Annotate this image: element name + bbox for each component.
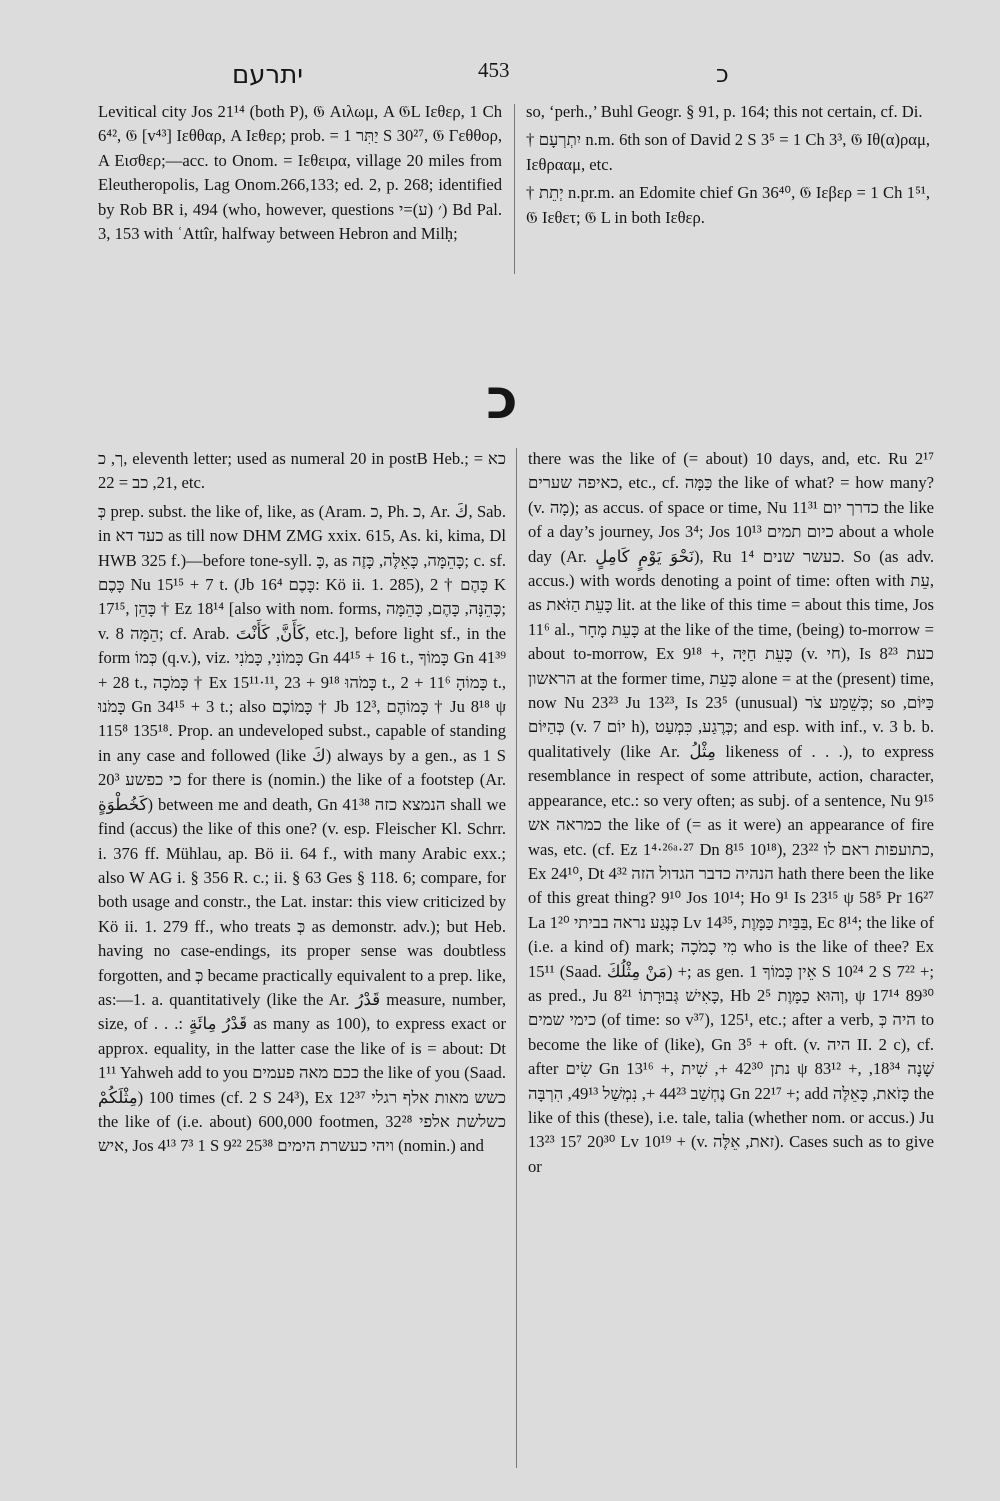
entry-paragraph: so, ‘perh.,’ Buhl Geogr. § 91, p. 164; this not certain, cf. Di. bbox=[526, 102, 923, 121]
top-right-column bbox=[526, 100, 930, 280]
running-head-right-letter: כ bbox=[716, 60, 729, 88]
top-left-column bbox=[98, 100, 502, 272]
page-number: 453 bbox=[478, 58, 510, 82]
running-head bbox=[0, 58, 1000, 92]
entry-paragraph: כְּ prep. subst. the like of, like, as (Aram. כ, Ph. כ, Ar. كَ, Sab. in כעד דא as till now DHM ZMG xxix. 615, As. ki, kima, Dl HWB 325 f.)—before tone-syll. כָּ, as כָּהֵמָּה, כָּאֵלֶּה, כָּזֶה; c. sf. כָּכֶם Nu 15¹⁵ + 7 t. (Jb 16⁴ כָּכֶם: Kö ii. 1. 285), כָּהֶם † 2 K 17¹⁵, כָּהֵן † Ez 18¹⁴ [also with nom. forms, כָּהֵנָּה, כָּהֶם, כָּהֵמָּה; v. הֵמָּה 8; cf. Arab. كَأَنَّ, كَأَنْتَ, etc.], before light sf., in the form כְּמוֹ (q.v.), viz. כָּמוֹנִי, כָּמֹנִי Gn 44¹⁵ + 16 t., כָּמוֹךָ Gn 41³⁹ + 28 t., כָּמֹכָה † Ex 15¹¹·¹¹, כָּמֹהוּ 9¹⁸ + 23 t., כָּמוֹהָ 11⁶ + 2 t., כָּמֹנוּ Gn 34¹⁵ + 3 t.; also כָּמוֹכֶם † Jb 12³, כָּמוֹהֶם † Ju 8¹⁸ ψ 115⁸ 135¹⁸. Prop. an undeveloped subst., capable of standing in any case and followed (like كَ) always by a gen., as 1 S 20³ כי כפשע for there is (nomin.) the like of a footstep (Ar. كَخُطْوَةٍ) between me and death, Gn 41³⁸ הנמצא כזה shall we find (accus) the like of this one? (v. esp. Fleischer Kl. Schrr. i. 376 ff. Mühlau, ap. Bö ii. 64 f., with many Arabic exx.; also W AG i. § 356 R. c.; ii. § 63 Ges § 118. 6; compare, for both usage and constr., the Lat. instar: this view criticized by Kö ii. 1. 279 ff., who treats כְּ as demonstr. adv.); but Heb. having no case-endings, its proper sense was doubtless forgotten, and כְּ became practically equivalent to a prep. like, as:—1. a. quantitatively (like the Ar. قَدْرُ measure, number, size, of . . .: قَدْرُ مِائَةٍ as many as 100), to express exact or approx. equality, in the latter case the like of is = about: Dt 1¹¹ Yahweh add to you ככם מאה פעמים the like of you (Saad. مِثْلَكُمْ) 100 times (cf. 2 S 24³), Ex 12³⁷ כשש מאות אלף רגלי the like of (i.e. about) 600,000 footmen, 32²⁸ כשלשת אלפי איש, Jos 4¹³ 7³ 1 S 9²² 25³⁸ ויהי כעשרת הימים (nomin.) and bbox=[98, 501, 506, 1156]
entry-paragraph: ך, כ, eleventh letter; used as numeral 20 in postB Heb.; כא = 21, כב = 22, etc. bbox=[98, 449, 506, 493]
section-letter-heading: כ bbox=[486, 367, 518, 432]
column-divider bbox=[514, 104, 515, 274]
bottom-right-column bbox=[528, 447, 934, 1472]
entry-paragraph: Levitical city Jos 21¹⁴ (both P), 𝔊 Αιλωμ, A 𝔊L Ιεθερ, 1 Ch 6⁴², 𝔊 [v⁴³] Ιεθθαρ, A Ιεθερ; prob. = יַתִּר 1 S 30²⁷, 𝔊 Γεθθορ, A Εισθερ;—acc. to Onom. = Ιεθειρα, village 20 miles from Eleutheropolis, Lag Onom.266,133; ed. 2, p. 268; identified by Rob BR i, 494 (who, however, questions ׳ (ע)=י) Bd Pal. 3, 153 with ʿAttîr, halfway between Hebron and Milḥ; bbox=[98, 102, 502, 244]
entry-paragraph: there was the like of (= about) 10 days, and, etc. Ru 2¹⁷ כאיפה שערים, etc., cf. כַּמָּה the like of what? = how many? (v. מָה); as accus. of space or time, Nu 11³¹ כדרך יום the like of a day’s journey, Jos 3⁴; Jos 10¹³ כיום תמים about a whole day (Ar. نَحْوَ يَوْمٍ كَامِلٍ), Ru 1⁴ כעשר שנים. So (as adv. accus.) with words denoting a point of time: often with עֵת, as כָּעֵת הַזֹּאת lit. at the like of this time = about this time, Jos 11⁶ al., כָּעֵת מָחָר at the like of the time, (being) to-morrow = about to-morrow, Ex 9¹⁸ +, כָּעֵת חַיָּה (v. חי), Is 8²³ כעת הראשון at the former time, כָּעֵת alone = at the (present) time, now Nu 23²³ Ju 13²³, Is 23⁵ (unusual) כְּשֵׁמַע צֹר; so כַּיּוֹם, כְּהַיּוֹם (v. יוֹם 7 h), כְּרֶגַע, כִּמְעַט; and esp. with inf., v. 3 b. b. qualitatively (like Ar. مِثْلُ likeness of . . .), to express resemblance in respect of some attribute, action, character, appearance, etc.: so very often; as subj. of a sentence, Nu 9¹⁵ כמראה אש the like of (= as it were) an appearance of fire was, etc. (cf. Ez 1⁴·²⁶ᵃ·²⁷ Dn 8¹⁵ 10¹⁸), 23²² כתועפות ראם לו, Ex 24¹⁰, Dt 4³² הנהיה כדבר הגדול הזה hath there been the like of this great thing? 9¹⁰ Jos 10¹⁴; Ho 9¹ Is 23¹⁵ ψ 58⁵ Pr 16²⁷ La 1²⁰ כְּנֶגַע נראה בביתי Lv 14³⁵, בַּבַּיִת כַּמָּוֶת, Ec 8¹⁴; the like of (i.e. a kind of) mark; מִי כָמֹכָה who is the like of thee? Ex 15¹¹ (Saad. مَنْ مِثْلُكَ) +; as gen. אֵין כָּמוֹךָ 1 S 10²⁴ 2 S 7²² +; as pred., Ju 8²¹ כָּאִישׁ גְּבוּרָתוֹ, Hb 2⁵ וְהוּא כַמָּוֶת, ψ 17¹⁴ 89³⁰ כימי שמים (of time: so v³⁷), 125¹, etc.; after a verb, היה כְּ to become the like of (like), Gn 3⁵ + oft. (v. היה II. 2 c), cf. after שִׂים Gn 13¹⁶ +, נתן 42³⁰ +, שִׁית ψ 83¹² +, שָׁנָה 18³⁴, נֶחְשַׁב 44²³ +, נִמְשַׁל 49¹³, הִרְבָּה Gn 22¹⁷ +; add כָּזֹאת, כָּאֵלֶּה the like of this (these), i.e. tale, talia (whether nom. or accus.) Ju 13²³ 15⁷ 20³⁰ Lv 10¹⁹ + (v. זאת, אֵלֶּה). Cases such as to give or bbox=[528, 449, 934, 1176]
bottom-left-column bbox=[98, 447, 506, 1472]
entry-paragraph: † יִתְרְעָם n.m. 6th son of David 2 S 3⁵ = 1 Ch 3³, 𝔊 Ιθ(α)ραμ, Ιεθρααμ, etc. bbox=[526, 130, 930, 174]
column-divider bbox=[516, 448, 517, 1468]
entry-paragraph: † יְתֵת n.pr.m. an Edomite chief Gn 36⁴⁰, 𝔊 Ιεβερ = 1 Ch 1⁵¹, 𝔊 Ιεθετ; 𝔊 L in both Ιεθερ. bbox=[526, 183, 930, 227]
running-head-left-word: יתרעם bbox=[232, 60, 304, 90]
